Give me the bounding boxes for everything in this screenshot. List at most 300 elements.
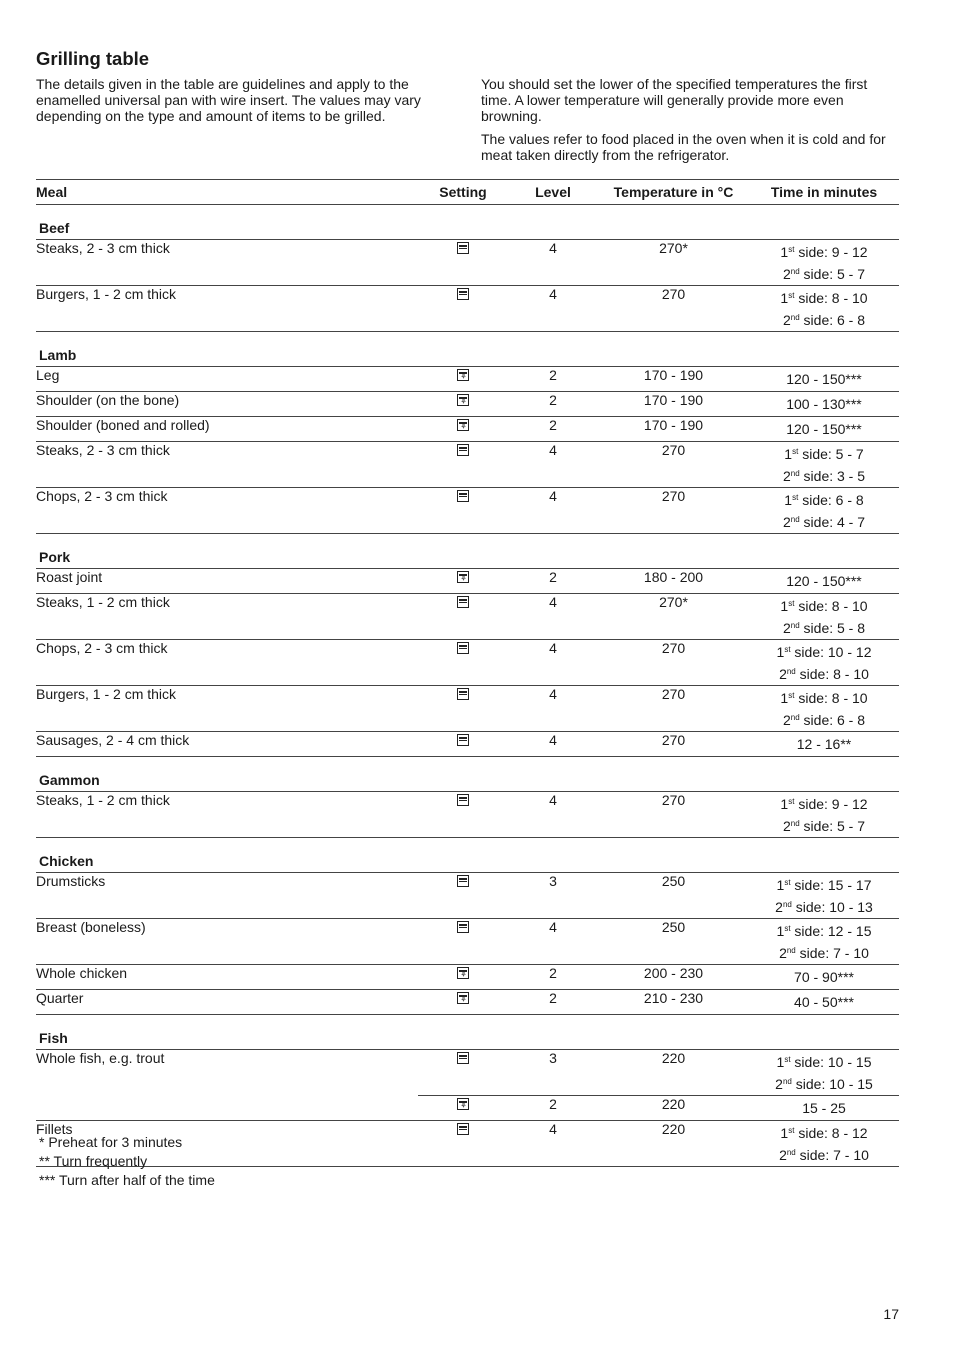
time-value: 120 - 150*** [786,371,862,387]
temperature-cell: 250 [598,873,749,919]
level-cell: 4 [508,488,598,534]
ordinal-suffix: st [788,691,795,700]
circulated-air-grill-icon [457,571,469,583]
level-cell: 4 [508,240,598,286]
grill-icon [457,444,469,456]
icon-bar [459,1058,467,1059]
time-cell [749,286,899,332]
footnote: *** Turn after half of the time [39,1172,215,1188]
temperature-cell: 200 - 230 [598,965,749,990]
table-row [36,488,899,534]
grill-icon [457,794,469,806]
level-cell: 4 [508,919,598,965]
time-range: side: 10 - 13 [791,899,873,915]
time-range: side: 6 - 8 [798,492,864,508]
setting-cell [418,1050,508,1096]
time-cell [749,873,899,919]
meal-cell: Leg [36,367,418,392]
level-cell: 4 [508,286,598,332]
setting-cell [418,919,508,965]
ordinal-suffix: st [788,245,795,254]
table-body [36,205,899,1167]
level-cell: 4 [508,594,598,640]
time-value: 1 [784,446,793,462]
setting-cell [418,732,508,757]
time-line [749,896,899,918]
grill-icon [457,242,469,254]
fan-glyph: ⚘ [460,997,467,1004]
time-line [749,792,899,815]
time-line [749,663,899,685]
category-label: Pork [36,534,899,569]
level-cell: 3 [508,1050,598,1096]
level-cell: 4 [508,442,598,488]
time-value: 1 [776,923,785,939]
intro-right-column [481,76,901,170]
ordinal-suffix: nd [782,1077,792,1086]
category-row [36,838,899,873]
temperature-cell: 220 [598,1121,749,1167]
time-range: side: 8 - 10 [794,598,868,614]
meal-cell: Roast joint [36,569,418,594]
table-row [36,732,899,757]
header-meal: Meal [36,180,418,205]
time-value: 120 - 150*** [786,573,862,589]
grill-icon [457,875,469,887]
icon-bar [459,602,467,603]
page-title: Grilling table [36,48,150,69]
ordinal-suffix: nd [790,313,800,322]
time-cell [749,488,899,534]
ordinal-suffix: nd [786,946,796,955]
temperature-cell: 270 [598,488,749,534]
time-value: 70 - 90*** [794,969,854,985]
icon-bar [459,245,467,247]
time-line [749,709,899,731]
time-line [749,367,899,390]
temperature-cell: 270 [598,732,749,757]
time-line [749,511,899,533]
time-range: side: 15 - 17 [790,877,872,893]
icon-bar [459,294,467,295]
icon-bar [459,691,467,693]
table-row [36,442,899,488]
table-row [36,873,899,919]
time-value: 1 [780,290,789,306]
time-value: 2 [779,666,787,682]
level-cell: 2 [508,367,598,392]
icon-bar [459,924,467,926]
grilling-table [36,179,899,1167]
setting-cell [418,240,508,286]
ordinal-suffix: nd [790,621,800,630]
header-level: Level [508,180,598,205]
icon-bar [459,1129,467,1130]
time-cell [749,990,899,1015]
setting-cell [418,990,508,1015]
time-line [749,919,899,942]
page-number: 17 [883,1306,899,1322]
level-cell: 2 [508,569,598,594]
meal-cell: Sausages, 2 - 4 cm thick [36,732,418,757]
time-value: 1 [776,644,785,660]
footnotes [39,1133,215,1190]
meal-cell: Burgers, 1 - 2 cm thick [36,686,418,732]
circulated-air-grill-icon [457,1098,469,1110]
meal-cell: Chops, 2 - 3 cm thick [36,488,418,534]
time-range: side: 8 - 10 [795,666,869,682]
time-line [749,240,899,263]
time-value: 100 - 130*** [786,396,862,412]
meal-cell: Steaks, 2 - 3 cm thick [36,442,418,488]
icon-bar [459,694,467,695]
grill-icon [457,1052,469,1064]
time-line [749,488,899,511]
setting-cell [418,569,508,594]
time-cell [749,640,899,686]
ordinal-suffix: nd [790,267,800,276]
time-range: side: 6 - 8 [799,312,866,328]
time-range: side: 10 - 12 [790,644,872,660]
time-cell [749,792,899,838]
table-row [36,640,899,686]
intro-paragraph: The details given in the table are guidelines and apply to the enamelled universal pan with wire insert. The values may vary depending on the type and amount of items to be grilled. [36,76,421,124]
time-cell [749,1121,899,1167]
header-setting: Setting [418,180,508,205]
meal-cell: Fillets [36,1121,418,1167]
setting-cell [418,488,508,534]
ordinal-suffix: nd [782,900,792,909]
ordinal-suffix: nd [790,515,800,524]
circulated-air-grill-icon [457,394,469,406]
time-cell [749,392,899,417]
meal-cell: Breast (boneless) [36,919,418,965]
icon-bar [459,447,467,449]
setting-cell [418,417,508,442]
level-cell: 2 [508,417,598,442]
table-row [36,919,899,965]
ordinal-suffix: st [784,1055,791,1064]
meal-cell: Shoulder (boned and rolled) [36,417,418,442]
temperature-cell: 210 - 230 [598,990,749,1015]
setting-cell [418,1096,508,1121]
time-range: side: 7 - 10 [795,945,869,961]
time-value: 2 [782,266,791,282]
time-range: side: 8 - 10 [794,690,868,706]
ordinal-suffix: st [788,797,795,806]
icon-bar [459,648,467,649]
ordinal-suffix: nd [786,1148,796,1157]
icon-bar [459,496,467,497]
time-line [749,732,899,755]
time-range: side: 5 - 7 [799,818,866,834]
ordinal-suffix: st [788,1126,795,1135]
time-line [749,263,899,285]
setting-cell [418,1121,508,1167]
circulated-air-grill-icon [457,992,469,1004]
fan-glyph: ⚘ [460,972,467,979]
time-value: 2 [775,1076,783,1092]
level-cell: 2 [508,990,598,1015]
setting-cell [418,686,508,732]
temperature-cell: 170 - 190 [598,392,749,417]
level-cell: 4 [508,1121,598,1167]
category-label: Lamb [36,332,899,367]
time-value: 120 - 150*** [786,421,862,437]
time-cell [749,594,899,640]
time-range: side: 5 - 7 [799,266,866,282]
meal-cell: Shoulder (on the bone) [36,392,418,417]
time-line [749,873,899,896]
time-line [749,1121,899,1144]
table-row [36,569,899,594]
icon-bar [459,493,467,495]
level-cell: 2 [508,392,598,417]
time-range: side: 5 - 8 [799,620,866,636]
level-cell: 4 [508,792,598,838]
time-cell [749,442,899,488]
grill-icon [457,688,469,700]
time-line [749,617,899,639]
time-value: 1 [780,244,789,260]
category-row [36,757,899,792]
ordinal-suffix: st [792,493,799,502]
ordinal-suffix: nd [790,819,800,828]
ordinal-suffix: st [784,878,791,887]
setting-cell [418,367,508,392]
time-value: 40 - 50*** [794,994,854,1010]
level-cell: 4 [508,732,598,757]
table-row [36,417,899,442]
temperature-cell: 270 [598,686,749,732]
category-label: Beef [36,205,899,240]
footnote: * Preheat for 3 minutes [39,1134,183,1150]
time-value: 2 [782,468,791,484]
circulated-air-grill-icon [457,967,469,979]
setting-cell [418,640,508,686]
time-line [749,815,899,837]
time-line [749,392,899,415]
fan-glyph: ⚘ [460,576,467,583]
time-cell [749,417,899,442]
table-row [36,686,899,732]
setting-cell [418,286,508,332]
level-cell: 2 [508,965,598,990]
time-line [749,417,899,440]
setting-cell [418,392,508,417]
table-row [36,240,899,286]
time-value: 1 [780,796,789,812]
time-value: 1 [776,877,785,893]
time-value: 1 [780,690,789,706]
icon-bar [459,1126,467,1128]
time-value: 2 [782,620,791,636]
time-value: 2 [782,312,791,328]
grill-icon [457,734,469,746]
time-range: side: 9 - 12 [794,244,868,260]
icon-bar [459,1055,467,1057]
ordinal-suffix: st [784,924,791,933]
setting-cell [418,965,508,990]
icon-bar [459,599,467,601]
time-value: 2 [782,514,791,530]
grill-icon [457,921,469,933]
ordinal-suffix: st [784,645,791,654]
time-line [749,640,899,663]
time-line [749,965,899,988]
time-value: 1 [776,1054,785,1070]
time-line [749,594,899,617]
time-line [749,686,899,709]
icon-bar [459,291,467,293]
ordinal-suffix: st [788,599,795,608]
grill-icon [457,596,469,608]
icon-bar [459,881,467,882]
time-line [749,1050,899,1073]
time-value: 2 [779,945,787,961]
icon-bar [459,645,467,647]
time-range: side: 5 - 7 [798,446,864,462]
time-range: side: 8 - 10 [794,290,868,306]
table-header-row [36,180,899,205]
fan-glyph: ⚘ [460,1103,467,1110]
table-row [36,594,899,640]
temperature-cell: 270 [598,442,749,488]
time-line [749,1073,899,1095]
setting-cell [418,873,508,919]
time-line [749,990,899,1013]
time-cell [749,569,899,594]
level-cell: 4 [508,640,598,686]
fan-glyph: ⚘ [460,424,467,431]
temperature-cell: 220 [598,1050,749,1096]
meal-cell: Whole chicken [36,965,418,990]
time-cell [749,965,899,990]
time-value: 2 [782,818,791,834]
time-value: 2 [775,899,783,915]
header-time: Time in minutes [749,180,899,205]
table-row [36,286,899,332]
time-line [749,1144,899,1166]
time-range: side: 4 - 7 [799,514,866,530]
meal-cell: Steaks, 2 - 3 cm thick [36,240,418,286]
fan-glyph: ⚘ [460,399,467,406]
time-cell [749,367,899,392]
time-cell [749,919,899,965]
temperature-cell: 270* [598,594,749,640]
time-cell [749,240,899,286]
time-range: side: 6 - 8 [799,712,866,728]
table-row [36,965,899,990]
time-value: 12 - 16** [796,736,852,752]
time-range: side: 12 - 15 [790,923,872,939]
circulated-air-grill-icon [457,419,469,431]
table-row [36,1050,899,1096]
intro-paragraph: You should set the lower of the specified temperatures the first time. A lower temperature will generally provide more even browning. [481,76,868,124]
setting-cell [418,594,508,640]
icon-bar [459,737,467,739]
time-range: side: 7 - 10 [795,1147,869,1163]
time-line [749,442,899,465]
time-range: side: 9 - 12 [794,796,868,812]
meal-cell: Quarter [36,990,418,1015]
time-line [749,465,899,487]
category-label: Chicken [36,838,899,873]
meal-cell: Burgers, 1 - 2 cm thick [36,286,418,332]
circulated-air-grill-icon [457,369,469,381]
time-value: 1 [784,492,793,508]
category-label: Fish [36,1015,899,1050]
time-value: 15 - 25 [802,1100,846,1116]
grill-icon [457,490,469,502]
fan-glyph: ⚘ [460,374,467,381]
ordinal-suffix: nd [790,469,800,478]
time-cell [749,1050,899,1096]
temperature-cell: 170 - 190 [598,367,749,392]
time-range: side: 8 - 12 [794,1125,868,1141]
time-range: side: 3 - 5 [799,468,866,484]
time-cell [749,732,899,757]
level-cell: 4 [508,686,598,732]
category-row [36,534,899,569]
time-line [749,309,899,331]
time-line [749,1096,899,1119]
time-line [749,569,899,592]
icon-bar [459,450,467,451]
time-range: side: 10 - 15 [791,1076,873,1092]
temperature-cell: 270 [598,640,749,686]
time-value: 2 [779,1147,787,1163]
temperature-cell: 270 [598,792,749,838]
intro-left-column [36,76,456,131]
header-temperature: Temperature in °C [598,180,749,205]
level-cell: 3 [508,873,598,919]
ordinal-suffix: st [788,291,795,300]
time-value: 2 [782,712,791,728]
grill-icon [457,642,469,654]
temperature-cell: 170 - 190 [598,417,749,442]
temperature-cell: 250 [598,919,749,965]
meal-cell: Chops, 2 - 3 cm thick [36,640,418,686]
setting-cell [418,792,508,838]
icon-bar [459,248,467,249]
table-row [36,990,899,1015]
meal-cell: Drumsticks [36,873,418,919]
category-row [36,1015,899,1050]
icon-bar [459,740,467,741]
time-cell [749,1096,899,1121]
icon-bar [459,927,467,928]
category-row [36,205,899,240]
time-value: 1 [780,598,789,614]
table-row [36,367,899,392]
temperature-cell: 180 - 200 [598,569,749,594]
category-label: Gammon [36,757,899,792]
table-row [36,792,899,838]
time-cell [749,686,899,732]
intro-paragraph: The values refer to food placed in the oven when it is cold and for meat taken directly from the refrigerator. [481,131,886,163]
icon-bar [459,878,467,880]
time-value: 1 [780,1125,789,1141]
temperature-cell: 220 [598,1096,749,1121]
footnote: ** Turn frequently [39,1153,148,1169]
time-line [749,942,899,964]
meal-cell: Whole fish, e.g. trout [36,1050,418,1121]
meal-cell: Steaks, 1 - 2 cm thick [36,792,418,838]
temperature-cell: 270 [598,286,749,332]
level-cell: 2 [508,1096,598,1121]
table-row [36,392,899,417]
